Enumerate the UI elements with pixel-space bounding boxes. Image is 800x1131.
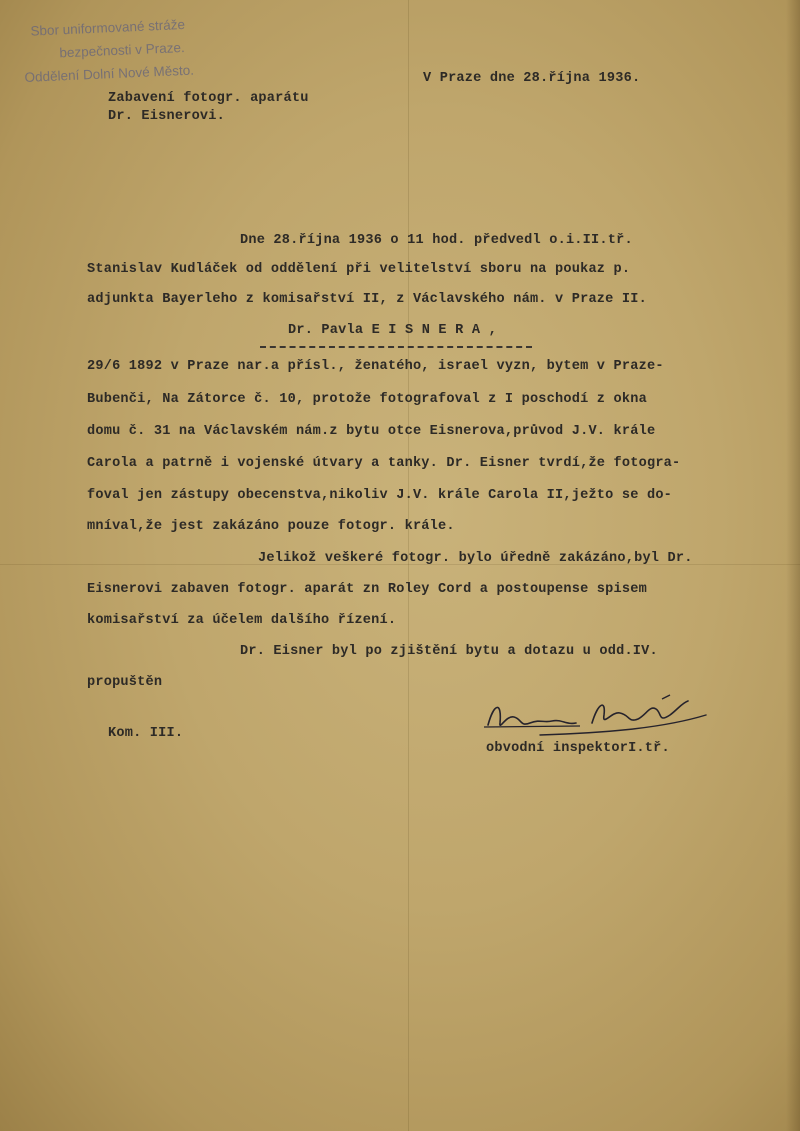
body-p2-line4: Carola a patrně i vojenské útvary a tanky. Dr. Eisner tvrdí,že fotogra- xyxy=(87,456,681,471)
department-ref: Kom. III. xyxy=(108,726,184,741)
body-p4-line2: propuštěn xyxy=(87,675,163,690)
stamp-line-3: Oddělení Dolní Nové Město. xyxy=(24,62,195,85)
body-p2-line5: foval jen zástupy obecenstva,nikoliv J.V. krále Carola II,ježto se do- xyxy=(87,488,673,503)
subject-name-line: Dr. Pavla E I S N E R A , xyxy=(288,323,497,338)
body-p1-line3: adjunkta Bayerleho z komisařství II, z Václavského nám. v Praze II. xyxy=(87,292,647,307)
body-p2-line3: domu č. 31 na Václavském nám.z bytu otce Eisnerova,průvod J.V. krále xyxy=(87,424,656,439)
body-p3-line3: komisařství za účelem dalšího řízení. xyxy=(87,613,397,628)
body-p1-line1: Dne 28.října 1936 o 11 hod. předvedl o.i.II.tř. xyxy=(240,233,633,248)
signer-title: obvodní inspektorI.tř. xyxy=(486,741,670,756)
office-stamp xyxy=(22,13,194,89)
body-p4-line1: Dr. Eisner byl po zjištění bytu a dotazu u odd.IV. xyxy=(240,644,658,659)
stamp-line-2: bezpečnosti v Praze. xyxy=(59,39,186,61)
page-edge-shadow xyxy=(786,0,800,1131)
body-p3-line2: Eisnerovi zabaven fotogr. aparát zn Roley Cord a postoupense spisem xyxy=(87,582,647,597)
name-underline xyxy=(260,346,532,348)
subject-line-2: Dr. Eisnerovi. xyxy=(108,109,226,124)
body-p1-line2: Stanislav Kudláček od oddělení při velitelství sboru na poukaz p. xyxy=(87,262,631,277)
subject-line-1: Zabavení fotogr. aparátu xyxy=(108,91,309,106)
body-p2-line6: mníval,že jest zakázáno pouze fotogr. krále. xyxy=(87,519,455,534)
body-p2-line1: 29/6 1892 v Praze nar.a přísl., ženatého, israel vyzn, bytem v Praze- xyxy=(87,359,664,374)
body-p2-line2: Bubenči, Na Zátorce č. 10, protože fotografoval z I poschodí z okna xyxy=(87,392,647,407)
handwritten-signature xyxy=(480,693,712,743)
date-line: V Praze dne 28.října 1936. xyxy=(423,71,641,86)
body-p3-line1: Jelikož veškeré fotogr. bylo úředně zakázáno,byl Dr. xyxy=(258,551,693,566)
stamp-line-1: Sbor uniformované stráže xyxy=(30,16,186,39)
